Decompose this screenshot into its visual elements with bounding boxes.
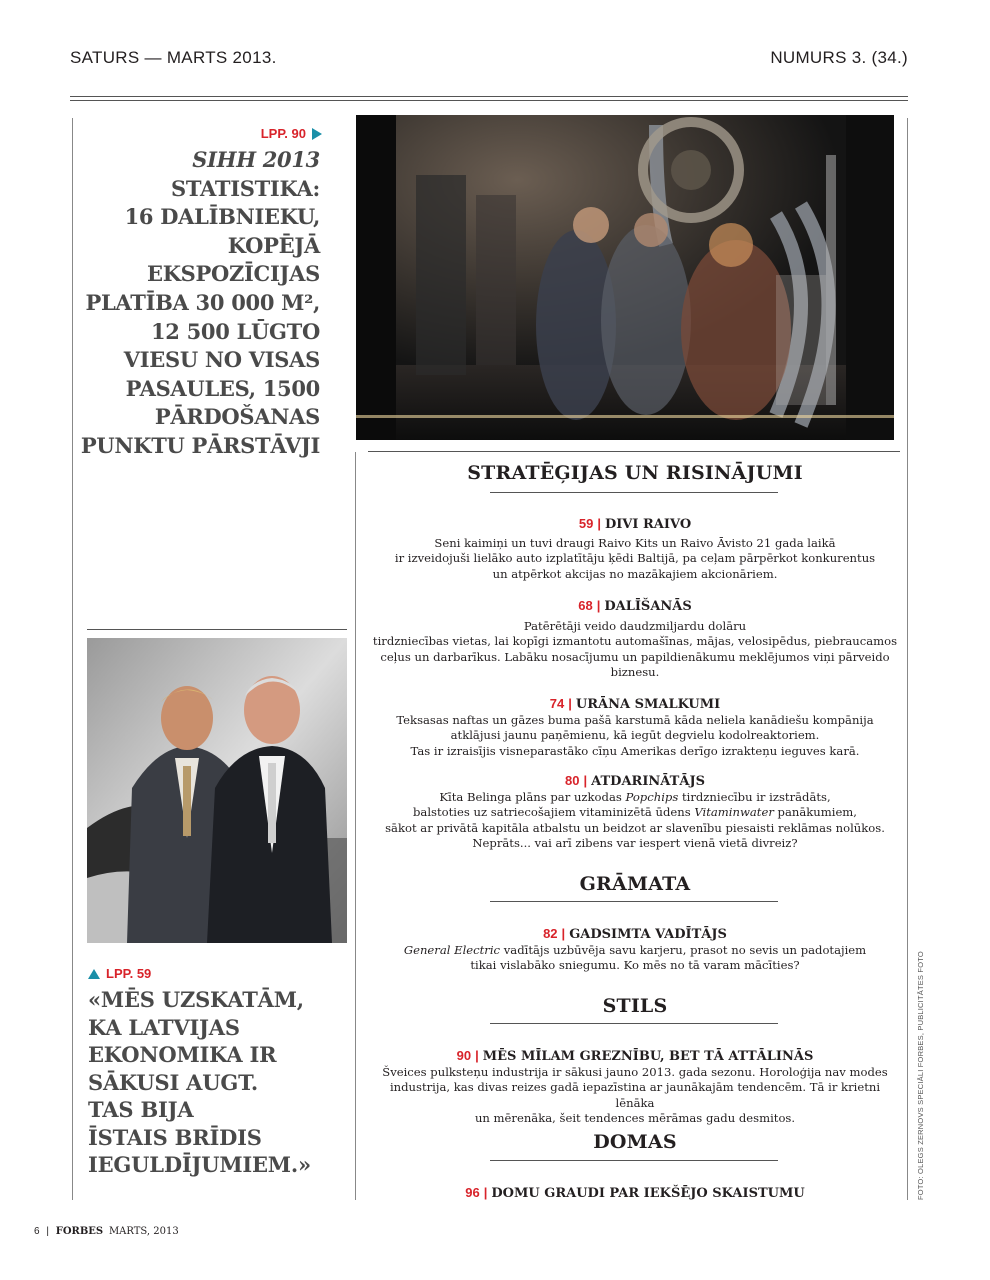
toc-page-number: 80: [565, 773, 580, 788]
toc-entry-title: DOMU GRAUDI PAR IEKŠĒJO SKAISTUMU: [491, 1186, 805, 1201]
toc-separator: |: [597, 516, 601, 531]
header-rule: [70, 96, 908, 97]
header-rule-secondary: [70, 100, 908, 101]
bottom-quote-line: KA LATVIJAS: [88, 1014, 240, 1040]
photo-credit: [916, 951, 930, 1200]
watch-exhibition-photo: [356, 115, 894, 440]
top-quote-page-ref[interactable]: [261, 126, 322, 141]
toc-page-number: 90: [456, 1048, 472, 1063]
description-line: Teksasas naftas un gāzes buma pašā karstumā kāda neliela kanādiešu kompānija: [396, 713, 874, 727]
footer-issue: MARTS, 2013: [108, 1226, 179, 1237]
toc-separator: |: [483, 1185, 488, 1200]
description-line: Patērētāji veido daudzmiljardu dolāru: [523, 619, 747, 633]
toc-page-number: 59: [578, 516, 594, 531]
page-number: 6: [34, 1226, 40, 1237]
toc-entry-title: GADSIMTA VADĪTĀJS: [569, 927, 727, 942]
description-line: tikai vislabāko sniegumu. Ko mēs no tā varam mācīties?: [470, 958, 800, 973]
toc-entry-title: DIVI RAIVO: [604, 517, 692, 532]
toc-entry-title: URĀNA SMALKUMI: [575, 697, 721, 712]
right-column-top-rule: [368, 451, 900, 452]
top-quote-line: STATISTIKA:: [170, 175, 320, 201]
toc-entry-atdarinatajs[interactable]: [370, 773, 900, 789]
text-run: balstoties uz satriecošajiem vitaminizētā ūdens: [412, 805, 695, 820]
header-section-title: SATURS — MARTS 2013.: [70, 48, 277, 67]
bottom-quote-line: ĪSTAIS BRĪDIS: [88, 1124, 262, 1150]
top-quote-line: VIESU NO VISAS: [123, 347, 320, 373]
bottom-quote-page-ref[interactable]: [88, 966, 151, 981]
description-line: Seni kaimiņi un tuvi draugi Raivo Kits un Raivo Āvisto 21 gada laikā: [434, 536, 836, 550]
toc-entry-description: [370, 713, 900, 759]
text-run: Kīta Belinga plāns par uzkodas: [439, 790, 626, 804]
toc-entry-title: MĒS MĪLAM GREZNĪBU, BET TĀ ATTĀLINĀS: [482, 1049, 814, 1064]
description-line: [370, 790, 900, 805]
description-line: sākot ar privātā kapitāla atbalstu un beidzot ar slavenību piesaisti reklāmas nolūkos.: [385, 820, 885, 835]
top-pull-quote: [80, 146, 320, 461]
brand-name: Vitaminwater: [694, 805, 774, 820]
toc-separator: |: [475, 1048, 479, 1063]
description-line: un mērenāka, šeit tendences mērāmas gadu desmitos.: [474, 1111, 796, 1126]
description-line: industrija, kas divas reizes gadā iepazīstina ar jaunākajām tendencēm. Tā ir krietni lēnāka: [389, 1080, 881, 1110]
toc-page-number: 82: [543, 926, 558, 941]
bottom-quote-line: EKONOMIKA IR: [88, 1042, 277, 1067]
toc-entry-description: [370, 943, 900, 974]
toc-entry-description: [370, 619, 900, 681]
top-quote-line: PUNKTU PĀRSTĀVJI: [80, 432, 320, 458]
top-quote-line: 12 500 LŪGTO: [150, 318, 320, 344]
section-heading-thoughts: DOMAS: [593, 1131, 677, 1153]
section-rule: [490, 1160, 778, 1161]
bottom-quote-page-ref-label: LPP. 59: [106, 966, 152, 981]
triangle-right-icon: [312, 128, 322, 140]
top-quote-page-ref-label: LPP. 90: [260, 126, 306, 141]
description-line: ceļus un darbarīkus. Labāku nosacījumu un papildienākumu meklējumos viņi pārveido: [380, 649, 890, 664]
section-rule: [490, 901, 778, 902]
description-line: Neprāts... vai arī zibens var iespert vienā vietā divreiz?: [472, 836, 798, 851]
footer-separator: |: [46, 1226, 49, 1237]
top-quote-line: PĀRDOŠANAS: [154, 404, 320, 430]
bottom-pull-quote: [88, 986, 350, 1179]
top-quote-line: PLATĪBA 30 000 M²,: [85, 289, 320, 315]
toc-page-number: 96: [465, 1185, 480, 1200]
two-men-portrait-photo: [87, 638, 347, 943]
text-run: tirdzniecību ir izstrādāts,: [678, 790, 831, 804]
brand-name: Popchips: [625, 790, 679, 804]
toc-entry-dalisanas[interactable]: [370, 598, 900, 614]
left-column-border: [72, 118, 73, 1200]
page-footer: [34, 1226, 179, 1237]
description-line: Tas ir izraisījis visneparastāko cīņu Amerikas derīgo izrakteņu ieguves karā.: [410, 743, 860, 758]
description-line: atklājusi jaunu paņēmienu, kā iegūt degvielu kodolreaktoriem.: [450, 728, 820, 743]
description-line: ir izveidojuši lielāko auto izplatītāju ķēdi Baltijā, pa ceļam pārpērkot konkurentus: [394, 551, 876, 566]
top-quote-line: EKSPOZĪCIJAS: [147, 261, 320, 287]
description-line: un atpērkot akcijas no mazākajiem akcionāriem.: [492, 566, 778, 581]
toc-page-number: 68: [578, 598, 593, 613]
text-run: panākumiem,: [773, 805, 857, 820]
middle-column-border: [355, 452, 356, 1200]
portrait-illustration: [87, 638, 347, 943]
right-column-border: [907, 118, 908, 1200]
section-heading-strategies: STRATĒĢIJAS UN RISINĀJUMI: [467, 462, 803, 484]
toc-entry-description: [370, 1065, 900, 1127]
description-line: [370, 943, 900, 958]
toc-entry-gadsimta-vaditajs[interactable]: [370, 926, 900, 942]
magazine-name: FORBES: [55, 1226, 104, 1237]
bottom-quote-line: IEGULDĪJUMIEM.»: [88, 1152, 311, 1177]
bottom-quote-line: SĀKUSI AUGT.: [88, 1069, 258, 1095]
toc-entry-description: [370, 790, 900, 852]
section-rule: [490, 1023, 778, 1024]
toc-entry-title: ATDARINĀTĀJS: [591, 774, 705, 789]
section-rule: [490, 492, 778, 493]
exhibition-illustration: [356, 115, 894, 440]
top-quote-line: PASAULES, 1500: [125, 375, 320, 401]
description-line: Šveices pulksteņu industrija ir sākusi jauno 2013. gada sezonu. Horoloģija nav modes: [382, 1065, 888, 1079]
photo-credit-text: FOTO: OLEGS ZERNOVS SPECIĀLI FORBES, PUBLICITĀTES FOTO: [916, 951, 925, 1200]
top-quote-line: 16 DALĪBNIEKU,: [124, 204, 320, 230]
section-heading-book: GRĀMATA: [579, 873, 691, 895]
top-quote-event: SIHH 2013: [192, 147, 320, 172]
description-line: biznesu.: [610, 665, 660, 680]
top-quote-line: KOPĒJĀ: [227, 232, 320, 258]
bottom-quote-line: TAS BIJA: [88, 1097, 194, 1122]
description-line: tirdzniecības vietas, lai kopīgi izmantotu automašīnas, mājas, velosipēdus, piebraucamos: [372, 634, 898, 649]
toc-entry-greznibu[interactable]: [370, 1048, 900, 1064]
toc-separator: |: [596, 598, 601, 613]
toc-entry-title: DALĪŠANĀS: [604, 599, 692, 614]
toc-separator: |: [568, 696, 572, 711]
toc-entry-domu-graudi[interactable]: [370, 1185, 900, 1201]
section-heading-style: STILS: [602, 995, 668, 1017]
company-name: General Electric: [403, 943, 501, 957]
toc-entry-description: [370, 536, 900, 582]
toc-separator: |: [561, 926, 566, 941]
toc-entry-urana-smalkumi[interactable]: [370, 696, 900, 712]
text-run: vadītājs uzbūvēja savu karjeru, prasot no sevis un padotajiem: [500, 943, 867, 957]
toc-separator: |: [583, 773, 588, 788]
toc-entry-divi-raivo[interactable]: [370, 516, 900, 532]
description-line: [370, 805, 900, 820]
toc-page-number: 74: [549, 696, 565, 711]
photo-top-rule: [87, 629, 347, 630]
header-issue-number: NUMURS 3. (34.): [770, 48, 908, 67]
bottom-quote-line: «MĒS UZSKATĀM,: [88, 987, 304, 1012]
triangle-up-icon: [88, 969, 100, 979]
